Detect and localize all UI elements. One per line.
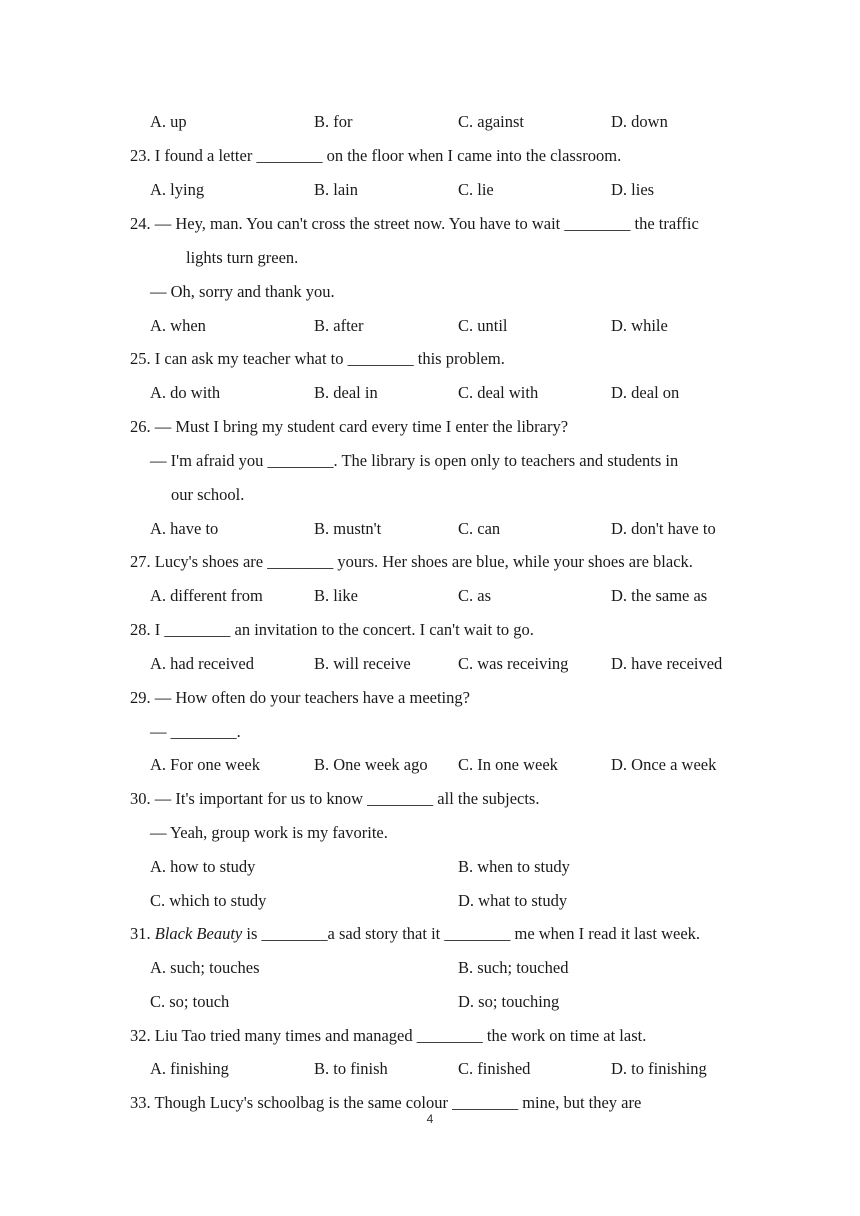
option-d: D. what to study	[458, 891, 568, 910]
option-c: C. lie	[458, 180, 494, 199]
option-a: A. have to	[150, 519, 219, 538]
q29-stem: 29. — How often do your teachers have a meeting?	[130, 688, 470, 707]
q26-reply-continued: our school.	[171, 485, 245, 504]
q31-stem	[130, 924, 700, 944]
option-d: D. lies	[611, 180, 655, 199]
q27-stem: 27. Lucy's shoes are ________ yours. Her shoes are blue, while your shoes are black.	[130, 552, 693, 571]
option-b: B. after	[314, 316, 364, 335]
option-b: B. mustn't	[314, 519, 382, 538]
option-b: B. lain	[314, 180, 358, 199]
option-a: A. For one week	[150, 755, 260, 774]
option-b: B. deal in	[314, 383, 378, 402]
option-d: D. down	[611, 112, 668, 131]
option-a: A. up	[150, 112, 187, 131]
option-a: A. lying	[150, 180, 205, 199]
option-c: C. deal with	[458, 383, 539, 402]
option-c: C. so; touch	[150, 992, 230, 1011]
option-d: D. Once a week	[611, 755, 717, 774]
option-d: D. don't have to	[611, 519, 716, 538]
option-a: A. had received	[150, 654, 254, 673]
q26-reply: — I'm afraid you ________. The library is open only to teachers and students in	[150, 451, 679, 470]
q23-stem: 23. I found a letter ________ on the floor when I came into the classroom.	[130, 146, 622, 165]
question-number: 31.	[130, 924, 155, 943]
q30-stem: 30. — It's important for us to know ________ all the subjects.	[130, 789, 540, 808]
option-b: B. when to study	[458, 857, 570, 876]
option-b: B. will receive	[314, 654, 411, 673]
option-a: A. different from	[150, 586, 263, 605]
option-d: D. to finishing	[611, 1059, 707, 1078]
option-b: B. to finish	[314, 1059, 388, 1078]
option-c: C. as	[458, 586, 491, 605]
option-a: A. such; touches	[150, 958, 260, 977]
option-d: D. so; touching	[458, 992, 560, 1011]
q24-stem: 24. — Hey, man. You can't cross the street now. You have to wait ________ the traffic	[130, 214, 699, 233]
option-c: C. finished	[458, 1059, 531, 1078]
option-a: A. do with	[150, 383, 221, 402]
option-d: D. have received	[611, 654, 723, 673]
option-c: C. which to study	[150, 891, 267, 910]
q28-stem: 28. I ________ an invitation to the concert. I can't wait to go.	[130, 620, 534, 639]
q26-stem: 26. — Must I bring my student card every time I enter the library?	[130, 417, 569, 436]
option-c: C. In one week	[458, 755, 558, 774]
q32-stem: 32. Liu Tao tried many times and managed ________ the work on time at last.	[130, 1026, 647, 1045]
option-c: C. was receiving	[458, 654, 569, 673]
stem-text: is ________a sad story that it ________ me when I read it last week.	[242, 924, 701, 943]
q25-stem: 25. I can ask my teacher what to ________ this problem.	[130, 349, 505, 368]
option-d: D. deal on	[611, 383, 680, 402]
option-d: D. the same as	[611, 586, 708, 605]
q24-stem-continued: lights turn green.	[186, 248, 299, 267]
option-b: B. like	[314, 586, 358, 605]
option-c: C. against	[458, 112, 524, 131]
q29-reply: — ________.	[150, 722, 241, 741]
q30-reply: — Yeah, group work is my favorite.	[150, 823, 388, 842]
book-title: Black Beauty	[154, 924, 243, 943]
option-c: C. until	[458, 316, 508, 335]
option-b: B. such; touched	[458, 958, 569, 977]
option-a: A. how to study	[150, 857, 256, 876]
page-number: 4	[426, 1112, 434, 1126]
q33-stem: 33. Though Lucy's schoolbag is the same colour ________ mine, but they are	[130, 1093, 642, 1112]
q24-reply: — Oh, sorry and thank you.	[150, 282, 335, 301]
option-b: B. for	[314, 112, 353, 131]
option-d: D. while	[611, 316, 668, 335]
option-c: C. can	[458, 519, 501, 538]
option-a: A. finishing	[150, 1059, 229, 1078]
option-a: A. when	[150, 316, 206, 335]
option-b: B. One week ago	[314, 755, 428, 774]
